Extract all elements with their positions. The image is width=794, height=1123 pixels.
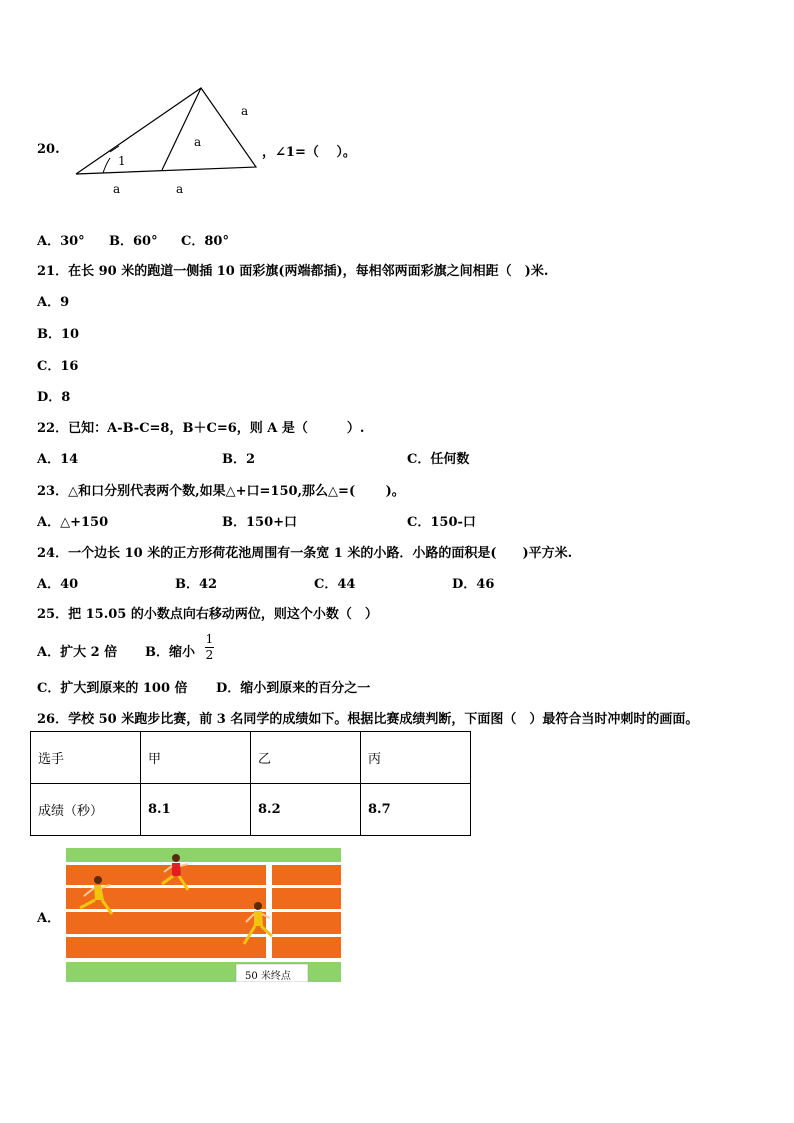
option-a: A．14 xyxy=(37,452,79,467)
table-row xyxy=(31,784,471,836)
fraction-denominator: 2 xyxy=(205,648,214,662)
option-b: B．42 xyxy=(175,577,218,592)
table-cell: 成绩（秒） xyxy=(31,784,141,836)
option-d: D．8 xyxy=(37,390,71,405)
option-b: B．150+口 xyxy=(222,515,298,530)
fraction-one-half xyxy=(205,633,214,662)
option-a: A．40 xyxy=(37,577,79,592)
option-a: A．△+150 xyxy=(37,515,109,530)
label-angle-1: 1 xyxy=(118,154,126,168)
question-suffix: ，∠1=（ ）。 xyxy=(262,145,356,160)
table-cell: 选手 xyxy=(31,732,141,784)
option-a: A．9 xyxy=(37,295,70,310)
table-row xyxy=(31,732,471,784)
table-cell: 乙 xyxy=(251,732,361,784)
option-b: B．10 xyxy=(37,327,80,342)
question-text: 26．学校 50 米跑步比赛，前 3 名同学的成绩如下。根据比赛成绩判断，下面图（ ）最符合当时冲刺时的画面。 xyxy=(37,712,699,727)
option-a-label: A． xyxy=(37,911,61,926)
race-track-illustration xyxy=(66,848,341,982)
option-b: B．缩小 xyxy=(145,645,195,660)
table-cell: 8.2 xyxy=(251,784,361,836)
table-cell: 8.1 xyxy=(141,784,251,836)
label-a-top-right: a xyxy=(241,104,249,118)
table-cell: 丙 xyxy=(361,732,471,784)
option-b: B．2 xyxy=(222,452,256,467)
option-d: D．缩小到原来的百分之一 xyxy=(216,681,371,696)
label-a-base-left: a xyxy=(113,182,121,196)
option-c: C．16 xyxy=(37,359,79,374)
option-d: D．46 xyxy=(452,577,495,592)
triangle-figure xyxy=(70,80,265,185)
question-text: 25．把 15.05 的小数点向右移动两位，则这个小数（ ） xyxy=(37,607,378,622)
option-c: C．150-口 xyxy=(407,515,476,530)
question-text: 21．在长 90 米的跑道一侧插 10 面彩旗(两端都插)，每相邻两面彩旗之间相距（ )米. xyxy=(37,264,549,279)
option-a: A．30° xyxy=(37,234,85,249)
option-c: C．扩大到原来的 100 倍 xyxy=(37,681,188,696)
option-a: A．扩大 2 倍 xyxy=(37,645,118,660)
question-text: 24．一个边长 10 米的正方形荷花池周围有一条宽 1 米的小路．小路的面积是( )平方米. xyxy=(37,546,573,561)
option-b: B．60° xyxy=(109,234,158,249)
finish-line-label: 50 米终点 xyxy=(245,971,291,982)
question-text: 22．已知：A-B-C=8，B＋C=6，则 A 是（ ）. xyxy=(37,421,365,436)
option-c: C．任何数 xyxy=(407,452,470,467)
option-c: C．44 xyxy=(314,577,356,592)
question-text: 23．△和口分别代表两个数,如果△+口=150,那么△=( )。 xyxy=(37,484,405,499)
table-cell: 8.7 xyxy=(361,784,471,836)
fraction-numerator: 1 xyxy=(205,632,214,646)
label-a-inner: a xyxy=(194,135,202,149)
option-c: C．80° xyxy=(181,234,229,249)
table-cell: 甲 xyxy=(141,732,251,784)
race-track-image xyxy=(66,848,341,982)
question-number: 20. xyxy=(37,142,60,157)
label-a-base-right: a xyxy=(176,182,184,196)
score-table xyxy=(30,731,471,836)
